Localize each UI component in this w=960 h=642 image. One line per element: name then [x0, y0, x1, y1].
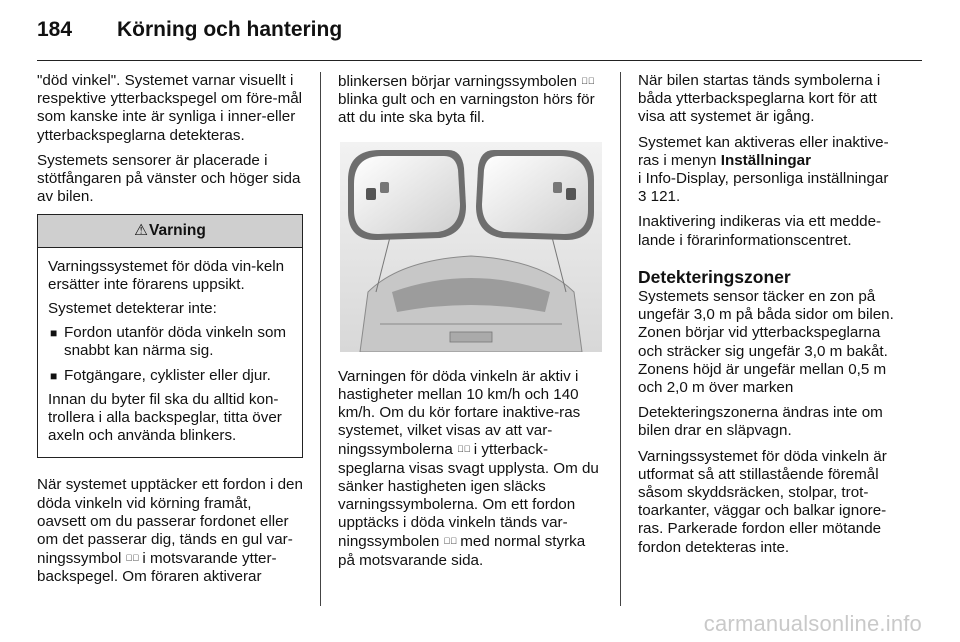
paragraph: Detekteringszonerna ändras inte om bilen drar en släpvagn.: [638, 404, 883, 440]
paragraph: Systemet kan aktiveras eller inaktive-ras i menyn Inställningar i Info-Display, personliga inställningar 3 121.: [638, 133, 889, 206]
warning-box: [37, 214, 303, 458]
blind-spot-symbol-icon: ⬉⃞: [581, 76, 594, 86]
paragraph: Varningssystemet för döda vinkeln är utformat så att stillastående föremål såsom skyddsräcken, stolpar, trot-toarkanter, väggar och balkar ignore-ras. Parkerade fordon eller mötande fordon detekteras inte.: [638, 447, 887, 556]
header-rule: [37, 60, 922, 61]
list-item: [48, 367, 292, 385]
warning-title: Varning: [149, 222, 206, 240]
warning-triangle-icon: ⚠: [134, 222, 149, 240]
paragraph: När bilen startas tänds symbolerna i båda ytterbackspeglarna kort för att visa att systemet är igång.: [638, 72, 881, 126]
page-header: [37, 18, 342, 48]
warning-paragraph: Systemet detekterar inte:: [48, 300, 217, 318]
menu-name: Inställningar: [720, 151, 812, 169]
section-title: Detekteringszoner: [638, 266, 791, 287]
warning-paragraph: Innan du byter fil ska du alltid kon-trollera i alla backspeglar, titta över axeln och använda blinkers.: [48, 390, 282, 445]
bullet-square-icon: ■: [50, 326, 58, 341]
paragraph: Inaktivering indikeras via ett medde-lande i förarinformationscentret.: [638, 213, 882, 249]
warning-header: [38, 215, 302, 247]
column-divider-2: [620, 72, 621, 606]
page-number: 184: [37, 18, 73, 41]
paragraph: Varningen för döda vinkeln är aktiv i hastigheter mellan 10 km/h och 140 km/h. Om du kör fortare inaktive-ras systemet, vilket visas av att var-ningssymbolerna ⬉⃞ i ytterback-speglarna visas svagt upplysta. Om du sänker hastigheten igen släcks varningssymbolerna. Om ett fordon upptäcks i döda vinkeln tänds var-ningssymbolen ⬉⃞ med normal styrka på motsvarande sida.: [338, 367, 599, 569]
list-item: [48, 324, 292, 360]
mirror-illustration-graphic: [340, 142, 602, 352]
column-1: [37, 72, 303, 594]
paragraph: blinkersen börjar varningssymbolen ⬉⃞ blinka gult och en varningston hörs för att du inte ska byta fil.: [338, 73, 595, 127]
warning-body: [38, 248, 302, 458]
column-3: [638, 72, 906, 564]
paragraph: När systemet upptäcker ett fordon i den döda vinkeln vid körning framåt, oavsett om du passerar fordonet eller om det passerar dig, tänds en gul var-ningssymbol ⬉⃞ i motsvarande ytter-backspegel. Om föraren aktiverar: [37, 476, 303, 586]
page-title: Körning och hantering: [117, 18, 343, 41]
blind-spot-symbol-icon: ⬉⃞: [125, 553, 139, 564]
blind-spot-symbol-icon: ⬉⃞: [457, 444, 470, 455]
paragraph: "död vinkel". Systemet varnar visuellt i respektive ytterbackspegel om före-mål som kanske inte är synliga i inner-eller ytterbackspeglarna detekteras.: [37, 72, 303, 144]
mirror-illustration: [340, 142, 602, 352]
bullet-square-icon: ■: [50, 368, 58, 383]
column-2: [338, 72, 604, 577]
paragraph: Systemets sensor täcker en zon på ungefär 3,0 m på båda sidor om bilen. Zonen börjar vid ytterbackspeglarna och sträcker sig ungefär 3,0 m bakåt. Zonens höjd är ungefär mellan 0,5 m och 2,0 m över marken: [638, 288, 894, 397]
blind-spot-symbol-icon: ⬉⃞: [443, 536, 457, 547]
page-reference[interactable]: 3 121.: [638, 188, 681, 206]
list-item-text: Fordon utanför döda vinkeln som snabbt kan närma sig.: [64, 324, 287, 360]
column-divider-1: [320, 72, 321, 606]
warning-paragraph: Varningssystemet för döda vin-keln ersätter inte förarens uppsikt.: [48, 257, 285, 293]
list-item-text: Fotgängare, cyklister eller djur.: [64, 366, 271, 384]
paragraph: Systemets sensorer är placerade i stötfångaren på vänster och höger sida av bilen.: [37, 151, 301, 206]
watermark: carmanualsonline.info: [703, 611, 922, 636]
